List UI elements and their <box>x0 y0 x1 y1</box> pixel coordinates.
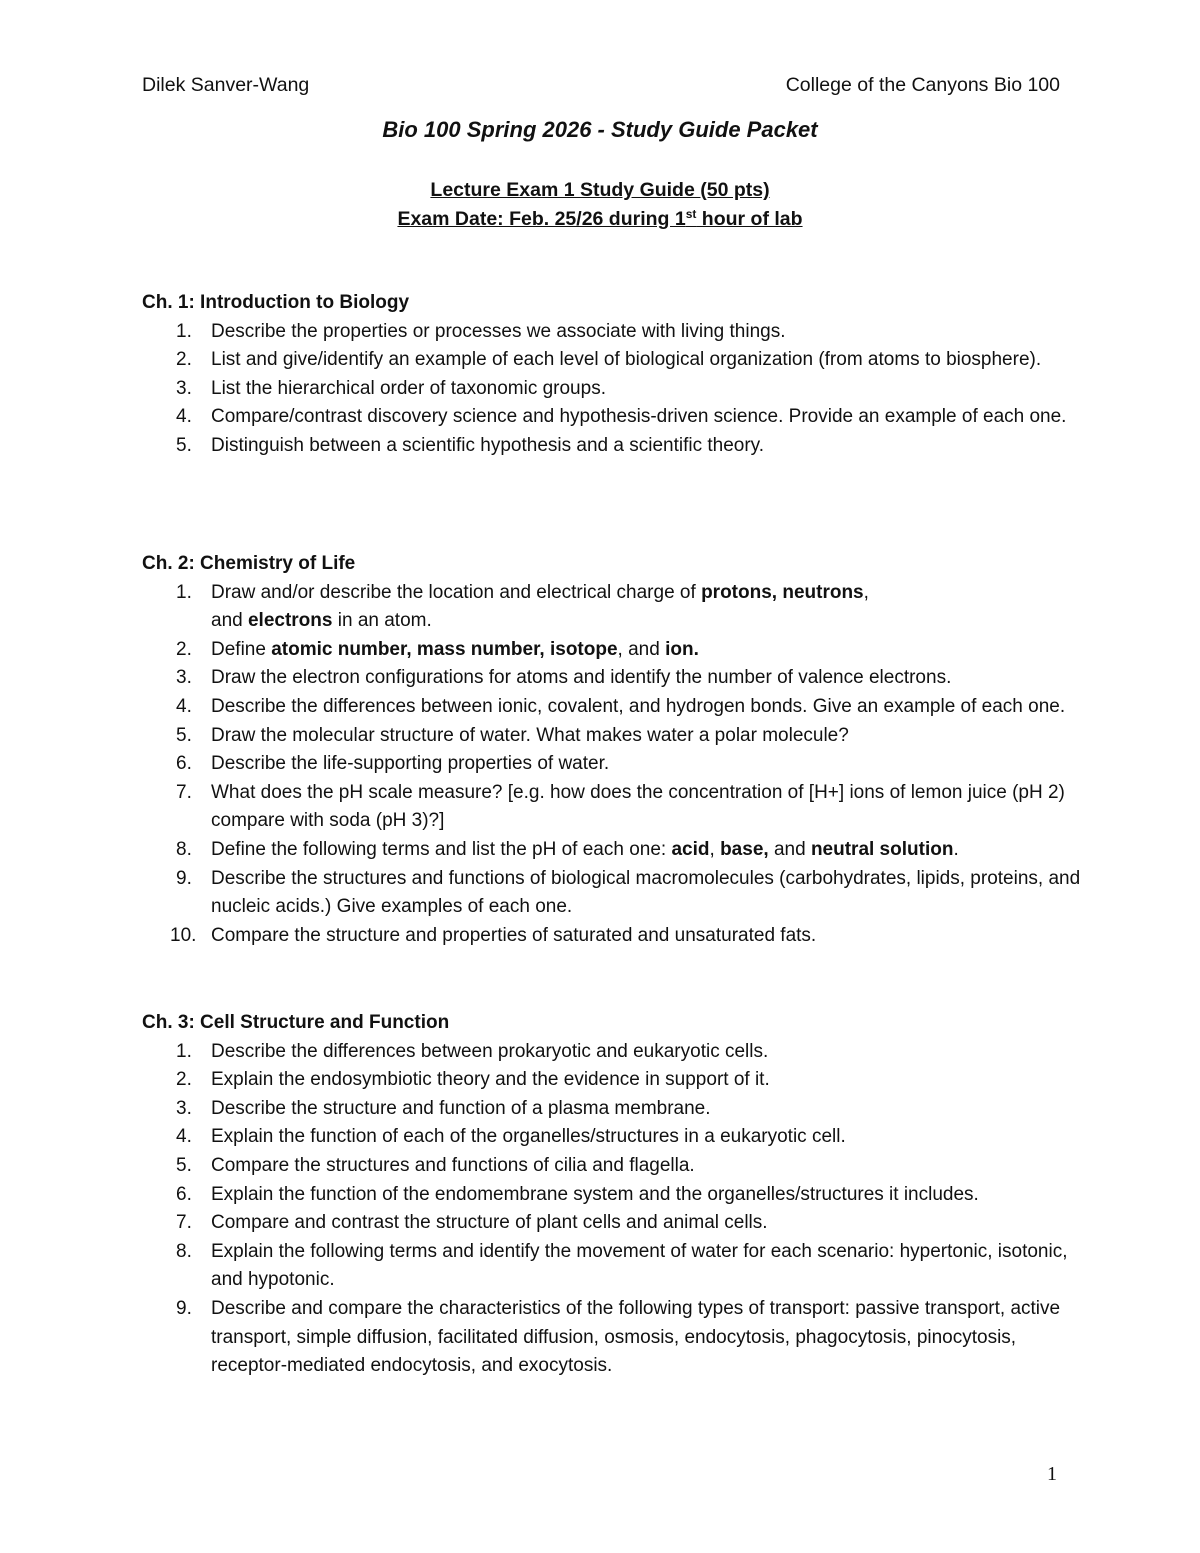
list-item <box>142 432 1092 461</box>
term-isotope: isotope <box>549 638 618 660</box>
course-name: College of the Canyons Bio 100 <box>785 74 1060 96</box>
list-item <box>142 375 1092 404</box>
item-text: . <box>953 838 959 860</box>
item-text: Compare the structures and functions of cilia and flagella. <box>211 1154 695 1176</box>
item-number: 7. <box>176 1212 192 1234</box>
item-number: 3. <box>176 377 192 399</box>
term-protons: protons <box>701 581 772 603</box>
list-item <box>142 664 1092 693</box>
list-item <box>142 1295 1092 1381</box>
item-text: , <box>539 638 550 660</box>
list-item <box>142 636 1092 665</box>
term-neutrons: neutrons <box>782 581 864 603</box>
item-number: 5. <box>176 1154 192 1176</box>
item-number: 3. <box>176 1097 192 1119</box>
item-text: List and give/identify an example of each level of biological organization (from atoms to biosphere). <box>211 349 1042 371</box>
term-atomic-number: atomic number <box>271 638 407 660</box>
list-item <box>142 579 1092 636</box>
item-text: , and <box>617 638 666 660</box>
item-text: , <box>863 581 869 603</box>
term-ion: ion <box>665 638 694 660</box>
item-number: 5. <box>176 434 192 456</box>
term-neutral-solution: neutral solution <box>810 838 954 860</box>
author-name: Dilek Sanver-Wang <box>142 74 310 96</box>
item-number: 2. <box>176 1069 192 1091</box>
item-number: 1. <box>176 581 192 603</box>
chapter-3-heading: Ch. 3: Cell Structure and Function <box>142 1012 450 1033</box>
item-number: 6. <box>176 753 192 775</box>
list-item <box>142 836 1092 865</box>
document-title: Bio 100 Spring 2026 - Study Guide Packet <box>382 117 818 142</box>
item-text: Explain the function of the endomembrane system and the organelles/structures it includes. <box>211 1183 979 1205</box>
list-item <box>142 318 1092 347</box>
item-number: 4. <box>176 1126 192 1148</box>
item-number: 7. <box>176 781 192 803</box>
item-text: What does the pH scale measure? [e.g. how does the concentration of [H+] ions of lemon juice (pH 2) compare with soda (pH 3)?] <box>211 781 1065 832</box>
item-number: 1. <box>176 320 192 342</box>
chapter-1-heading: Ch. 1: Introduction to Biology <box>142 292 410 313</box>
item-text: Compare/contrast discovery science and hypothesis-driven science. Provide an example of each one. <box>211 406 1067 428</box>
item-text: Describe the differences between prokaryotic and eukaryotic cells. <box>211 1040 769 1062</box>
item-text: Explain the endosymbiotic theory and the evidence in support of it. <box>211 1069 770 1091</box>
item-number: 8. <box>176 838 192 860</box>
item-number: 9. <box>176 1297 192 1319</box>
exam-date <box>0 208 1200 231</box>
item-number: 2. <box>176 638 192 660</box>
item-text: Describe the differences between ionic, covalent, and hydrogen bonds. Give an example of each one. <box>211 695 1066 717</box>
chapter-1-section <box>142 289 1092 461</box>
item-text: Describe the life-supporting properties of water. <box>211 753 610 775</box>
item-number: 9. <box>176 867 192 889</box>
list-item <box>142 1152 1092 1181</box>
item-text: Draw the molecular structure of water. What makes water a polar molecule? <box>211 724 849 746</box>
list-item <box>142 779 1092 836</box>
item-number: 6. <box>176 1183 192 1205</box>
item-text: , <box>771 581 783 603</box>
item-text: Describe the properties or processes we associate with living things. <box>211 320 786 342</box>
list-item <box>142 750 1092 779</box>
exam-guide-subtitle: Lecture Exam 1 Study Guide (50 pts) <box>430 179 770 201</box>
page-number: 1 <box>1047 1463 1057 1485</box>
item-text: List the hierarchical order of taxonomic groups. <box>211 377 606 399</box>
list-item <box>142 1181 1092 1210</box>
list-item <box>142 346 1092 375</box>
list-item <box>142 1066 1092 1095</box>
list-item <box>142 865 1092 922</box>
item-text: Compare and contrast the structure of plant cells and animal cells. <box>211 1212 768 1234</box>
item-text: Define the following terms and list the pH of each one: <box>211 838 672 860</box>
item-number: 2. <box>176 349 192 371</box>
item-text: , <box>406 638 417 660</box>
list-item <box>142 693 1092 722</box>
item-text: . <box>693 638 699 660</box>
item-number: 3. <box>176 667 192 689</box>
item-text: Define <box>211 638 272 660</box>
list-item <box>142 1095 1092 1124</box>
item-text: in an atom. <box>332 610 432 632</box>
chapter-2-section <box>142 550 1092 950</box>
item-text: Describe the structure and function of a plasma membrane. <box>211 1097 711 1119</box>
item-number: 4. <box>176 406 192 428</box>
item-text: Explain the following terms and identify the movement of water for each scenario: hypertonic, isotonic, and hypotonic. <box>211 1240 1068 1291</box>
item-number: 8. <box>176 1240 192 1262</box>
exam-date-text: Exam Date: Feb. 25/26 during 1 <box>397 208 686 230</box>
item-text: and <box>768 838 811 860</box>
term-electrons: electrons <box>247 610 333 632</box>
item-text: Draw the electron configurations for atoms and identify the number of valence electrons. <box>211 667 952 689</box>
item-text: and <box>211 610 248 632</box>
item-text: Distinguish between a scientific hypothesis and a scientific theory. <box>211 434 765 456</box>
item-text: Explain the function of each of the organelles/structures in a eukaryotic cell. <box>211 1126 846 1148</box>
item-number: 5. <box>176 724 192 746</box>
list-item <box>142 1209 1092 1238</box>
term-mass-number: mass number <box>416 638 540 660</box>
term-acid: acid <box>671 838 710 860</box>
chapter-1-list <box>142 318 1092 461</box>
list-item <box>142 1238 1092 1295</box>
item-text: Describe and compare the characteristics of the following types of transport: passive transport, active transport, simple diffusion, facilitated diffusion, osmosis, endocytosis, phagocytosis, pinocytosis, receptor-mediated endocytosis, and exocytosis. <box>211 1297 1061 1377</box>
exam-date-superscript: st <box>685 207 697 221</box>
term-base: base, <box>720 838 769 860</box>
list-item <box>142 1038 1092 1067</box>
item-number: 10. <box>170 924 197 946</box>
list-item <box>142 922 1092 951</box>
chapter-2-heading: Ch. 2: Chemistry of Life <box>142 553 356 574</box>
exam-date-text-end: hour of lab <box>696 208 803 230</box>
list-item <box>142 722 1092 751</box>
chapter-3-section <box>142 1009 1092 1381</box>
item-text: Compare the structure and properties of saturated and unsaturated fats. <box>211 924 817 946</box>
item-number: 4. <box>176 695 192 717</box>
item-text: Describe the structures and functions of biological macromolecules (carbohydrates, lipids, proteins, and nucleic acids.) Give examples of each one. <box>211 867 1081 918</box>
item-text: , <box>709 838 721 860</box>
item-number: 1. <box>176 1040 192 1062</box>
chapter-2-list <box>142 579 1092 951</box>
item-text: Draw and/or describe the location and electrical charge of <box>211 581 702 603</box>
chapter-3-list <box>142 1038 1092 1381</box>
list-item <box>142 403 1092 432</box>
list-item <box>142 1123 1092 1152</box>
